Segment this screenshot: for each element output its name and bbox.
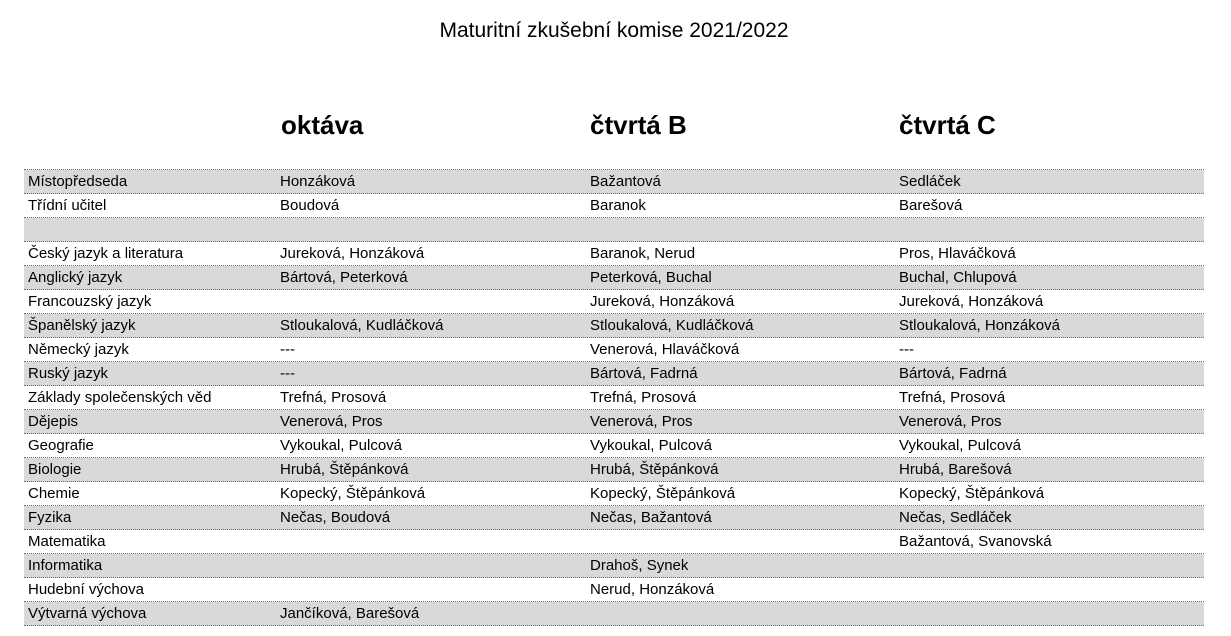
ctvrta-b-cell xyxy=(590,530,896,553)
subject-cell: Třídní učitel xyxy=(28,197,107,214)
table-row xyxy=(24,578,1204,602)
ctvrta-c-cell: Hrubá, Barešová xyxy=(899,461,1012,478)
subject-cell: Hudební výchova xyxy=(28,581,144,598)
oktava-cell: --- xyxy=(280,365,295,382)
ctvrta-b-cell: Stloukalová, Kudláčková xyxy=(590,317,754,334)
oktava-cell: Hrubá, Štěpánková xyxy=(280,461,409,478)
table-row xyxy=(24,554,1204,578)
ctvrta-c-cell: Barešová xyxy=(899,197,963,214)
table-row xyxy=(24,530,1204,554)
ctvrta-b-cell: Baranok, Nerud xyxy=(590,245,696,262)
ctvrta-b-cell: Kopecký, Štěpánková xyxy=(590,485,736,502)
ctvrta-c-cell: Sedláček xyxy=(899,173,961,190)
oktava-cell: Bártová, Peterková xyxy=(280,269,408,286)
subject-cell: Biologie xyxy=(28,461,82,478)
table-row xyxy=(24,386,1204,410)
table-row xyxy=(24,482,1204,506)
subject-cell: Španělský jazyk xyxy=(28,317,136,334)
table-row xyxy=(24,362,1204,386)
table-row xyxy=(24,314,1204,338)
oktava-cell: Vykoukal, Pulcová xyxy=(280,437,403,454)
oktava-cell xyxy=(280,218,586,241)
ctvrta-c-cell: Trefná, Prosová xyxy=(899,389,1006,406)
subject-cell: Francouzský jazyk xyxy=(28,293,152,310)
ctvrta-b-cell: Drahoš, Synek xyxy=(590,557,689,574)
ctvrta-c-cell: Bártová, Fadrná xyxy=(899,365,1007,382)
table-row xyxy=(24,194,1204,218)
oktava-cell: Stloukalová, Kudláčková xyxy=(280,317,444,334)
ctvrta-c-cell: Nečas, Sedláček xyxy=(899,509,1012,526)
ctvrta-b-cell: Peterková, Buchal xyxy=(590,269,712,286)
ctvrta-b-cell: Venerová, Pros xyxy=(590,413,693,430)
ctvrta-b-cell: Bártová, Fadrná xyxy=(590,365,698,382)
subject-cell: Výtvarná výchova xyxy=(28,605,147,622)
table-row xyxy=(24,266,1204,290)
subject-cell: Informatika xyxy=(28,557,103,574)
column-header-oktava: oktáva xyxy=(281,110,364,140)
subject-cell: Ruský jazyk xyxy=(28,365,109,382)
table-row xyxy=(24,242,1204,266)
oktava-cell: --- xyxy=(280,341,295,358)
oktava-cell xyxy=(280,554,586,577)
ctvrta-b-cell: Baranok xyxy=(590,197,646,214)
ctvrta-c-cell: Venerová, Pros xyxy=(899,413,1002,430)
subject-cell: Místopředseda xyxy=(28,173,128,190)
column-header-ctvrta-b: čtvrtá B xyxy=(590,110,687,140)
commission-table xyxy=(24,169,1204,626)
oktava-cell xyxy=(280,578,586,601)
ctvrta-c-cell: Jureková, Honzáková xyxy=(899,293,1044,310)
ctvrta-b-cell: Vykoukal, Pulcová xyxy=(590,437,713,454)
table-row xyxy=(24,338,1204,362)
table-row xyxy=(24,290,1204,314)
table-row xyxy=(24,410,1204,434)
subject-cell: Matematika xyxy=(28,533,106,550)
ctvrta-b-cell: Jureková, Honzáková xyxy=(590,293,735,310)
table-row xyxy=(24,218,1204,242)
ctvrta-b-cell: Bažantová xyxy=(590,173,661,190)
oktava-cell: Nečas, Boudová xyxy=(280,509,391,526)
ctvrta-c-cell: Stloukalová, Honzáková xyxy=(899,317,1060,334)
oktava-cell: Honzáková xyxy=(280,173,356,190)
ctvrta-c-cell: Buchal, Chlupová xyxy=(899,269,1017,286)
subject-cell: Základy společenských věd xyxy=(28,389,212,406)
oktava-cell: Jureková, Honzáková xyxy=(280,245,425,262)
ctvrta-b-cell: Hrubá, Štěpánková xyxy=(590,461,719,478)
ctvrta-c-cell xyxy=(899,218,1199,241)
table-row xyxy=(24,458,1204,482)
oktava-cell: Kopecký, Štěpánková xyxy=(280,485,426,502)
oktava-cell: Venerová, Pros xyxy=(280,413,383,430)
table-row xyxy=(24,602,1204,626)
ctvrta-b-cell xyxy=(590,218,896,241)
ctvrta-b-cell: Venerová, Hlaváčková xyxy=(590,341,740,358)
oktava-cell: Trefná, Prosová xyxy=(280,389,387,406)
ctvrta-c-cell: Pros, Hlaváčková xyxy=(899,245,1016,262)
ctvrta-b-cell: Trefná, Prosová xyxy=(590,389,697,406)
ctvrta-c-cell xyxy=(899,554,1199,577)
ctvrta-c-cell xyxy=(899,602,1199,625)
ctvrta-c-cell: Vykoukal, Pulcová xyxy=(899,437,1022,454)
ctvrta-c-cell: Bažantová, Svanovská xyxy=(899,533,1052,550)
oktava-cell xyxy=(280,530,586,553)
subject-cell xyxy=(28,218,278,241)
ctvrta-c-cell: --- xyxy=(899,341,914,358)
ctvrta-b-cell xyxy=(590,602,896,625)
ctvrta-b-cell: Nečas, Bažantová xyxy=(590,509,712,526)
oktava-cell: Jančíková, Barešová xyxy=(280,605,420,622)
table-row xyxy=(24,434,1204,458)
column-header-ctvrta-c: čtvrtá C xyxy=(899,110,996,140)
subject-cell: Fyzika xyxy=(28,509,72,526)
oktava-cell xyxy=(280,290,586,313)
subject-cell: Dějepis xyxy=(28,413,79,430)
ctvrta-c-cell xyxy=(899,578,1199,601)
ctvrta-c-cell: Kopecký, Štěpánková xyxy=(899,485,1045,502)
page-title: Maturitní zkušební komise 2021/2022 xyxy=(439,19,789,42)
subject-cell: Německý jazyk xyxy=(28,341,129,358)
subject-cell: Český jazyk a literatura xyxy=(28,245,184,262)
oktava-cell: Boudová xyxy=(280,197,340,214)
table-row xyxy=(24,170,1204,194)
table-row xyxy=(24,506,1204,530)
subject-cell: Anglický jazyk xyxy=(28,269,123,286)
subject-cell: Chemie xyxy=(28,485,80,502)
ctvrta-b-cell: Nerud, Honzáková xyxy=(590,581,715,598)
subject-cell: Geografie xyxy=(28,437,94,454)
